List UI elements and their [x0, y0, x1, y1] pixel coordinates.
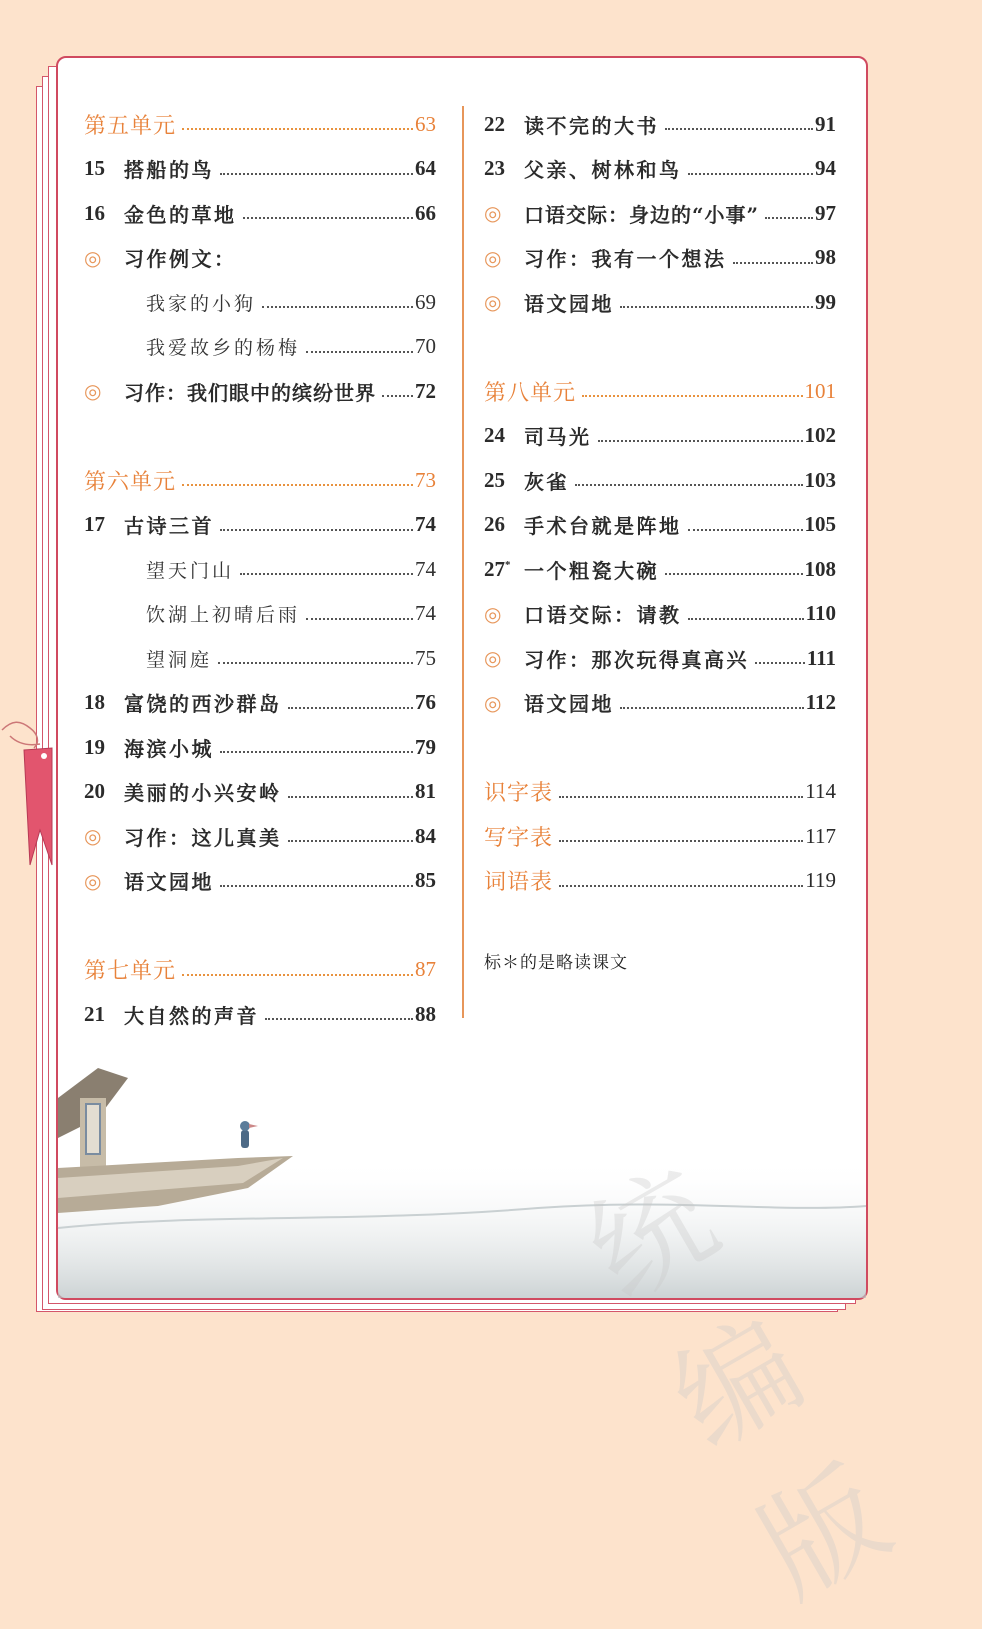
page-number: 119: [805, 868, 836, 893]
entry-title: 习作：那次玩得真高兴: [524, 647, 749, 672]
toc-lesson-21[interactable]: [84, 992, 436, 1037]
toc-lesson-17[interactable]: [84, 503, 436, 548]
lesson-title: 美丽的小兴安岭: [124, 781, 282, 806]
leader-dots: [288, 796, 414, 798]
section-title: 习作例文：: [124, 247, 237, 272]
edition-watermark: 统编版: [565, 1140, 920, 1624]
page-number: 70: [415, 334, 436, 359]
toc-garden-7[interactable]: [484, 280, 836, 325]
leader-dots: [665, 573, 803, 575]
toc-unit-6[interactable]: [84, 458, 436, 503]
toc-poem-1[interactable]: [84, 547, 436, 592]
circle-bullet-icon: ◎: [484, 690, 502, 715]
page-number: 75: [415, 645, 436, 670]
circle-bullet-icon: ◎: [484, 201, 502, 226]
lesson-title: 古诗三首: [124, 514, 214, 539]
page-number: 74: [415, 601, 436, 626]
toc-writing-7[interactable]: [484, 236, 836, 281]
leader-dots: [240, 573, 413, 575]
toc-lesson-18[interactable]: [84, 681, 436, 726]
entry-title: 望洞庭: [146, 648, 213, 671]
page-number: 76: [415, 690, 436, 715]
lesson-number: 19: [84, 734, 105, 759]
leader-dots: [382, 395, 413, 397]
leader-dots: [220, 751, 413, 753]
page-number: 81: [415, 779, 436, 804]
lesson-number: 26: [484, 512, 505, 537]
toc-unit-8[interactable]: [484, 369, 836, 414]
page-number: 79: [415, 734, 436, 759]
page-number: 88: [415, 1001, 436, 1026]
leader-dots: [575, 484, 803, 486]
leader-dots: [262, 306, 413, 308]
page-number: 99: [815, 289, 836, 314]
leader-dots: [243, 217, 414, 219]
page-number: 74: [415, 556, 436, 581]
leader-dots: [755, 662, 805, 664]
toc-unit-5[interactable]: [84, 102, 436, 147]
lesson-title: 父亲、树林和鸟: [524, 158, 682, 183]
entry-title: 语文园地: [524, 692, 614, 717]
toc-lesson-25[interactable]: [484, 458, 836, 503]
toc-writing-6[interactable]: [84, 814, 436, 859]
unit-title: 第六单元: [84, 469, 177, 495]
entry-title: 语文园地: [124, 870, 214, 895]
toc-example-2[interactable]: [84, 325, 436, 370]
leader-dots: [688, 618, 804, 620]
lesson-number: 27*: [484, 556, 511, 581]
toc-garden-6[interactable]: [84, 859, 436, 904]
page-number: 72: [415, 378, 436, 403]
leader-dots: [182, 128, 413, 130]
circle-bullet-icon: ◎: [484, 646, 502, 671]
entry-title: 我爱故乡的杨梅: [146, 337, 301, 360]
page-number: 117: [805, 823, 836, 848]
leader-dots: [765, 217, 813, 219]
lesson-title: 手术台就是阵地: [524, 514, 682, 539]
page-number: 94: [815, 156, 836, 181]
lesson-number: 17: [84, 512, 105, 537]
page-number: 101: [804, 378, 836, 403]
appendix-title: 词语表: [484, 870, 554, 896]
circle-bullet-icon: ◎: [84, 824, 102, 849]
circle-bullet-icon: ◎: [84, 379, 102, 404]
page-number: 114: [805, 779, 836, 804]
leader-dots: [559, 885, 803, 887]
page-number: 110: [805, 601, 836, 626]
toc-lesson-15[interactable]: [84, 147, 436, 192]
toc-example-1[interactable]: [84, 280, 436, 325]
page-number: 111: [806, 645, 836, 670]
circle-bullet-icon: ◎: [484, 290, 502, 315]
leader-dots: [220, 529, 413, 531]
toc-garden-8[interactable]: [484, 681, 836, 726]
entry-title: 望天门山: [146, 559, 235, 582]
appendix-title: 写字表: [484, 825, 554, 851]
circle-bullet-icon: ◎: [484, 245, 502, 270]
page-number: 64: [415, 156, 436, 181]
unit-title: 第五单元: [84, 113, 177, 139]
page-number: 66: [415, 200, 436, 225]
circle-bullet-icon: ◎: [84, 868, 102, 893]
leader-dots: [688, 529, 803, 531]
leader-dots: [620, 306, 813, 308]
toc-lesson-16[interactable]: [84, 191, 436, 236]
page-number: 73: [415, 467, 436, 492]
leader-dots: [182, 974, 413, 976]
toc-writing-8[interactable]: [484, 636, 836, 681]
leader-dots: [620, 707, 804, 709]
lesson-title: 司马光: [524, 425, 592, 450]
page-number: 91: [815, 111, 836, 136]
toc-char-recognition-table[interactable]: [484, 770, 836, 815]
entry-title: 口语交际：请教: [524, 603, 682, 628]
toc-left-column: [84, 102, 436, 1037]
lesson-title: 读不完的大书: [524, 113, 659, 138]
page-number: 108: [804, 556, 836, 581]
page-number: 105: [804, 512, 836, 537]
toc-unit-7[interactable]: [84, 948, 436, 993]
toc-oral-7[interactable]: [484, 191, 836, 236]
leader-dots: [218, 662, 413, 664]
toc-right-column: [484, 102, 836, 903]
unit-title: 第八单元: [484, 380, 577, 406]
skim-reading-star: *: [505, 558, 511, 571]
lesson-number: 24: [484, 423, 505, 448]
page-number: 87: [415, 957, 436, 982]
leader-dots: [688, 173, 814, 175]
page-number: 69: [415, 289, 436, 314]
leader-dots: [182, 484, 413, 486]
page-number: 102: [804, 423, 836, 448]
toc-lesson-27[interactable]: [484, 547, 836, 592]
entry-title: 饮湖上初晴后雨: [146, 604, 301, 627]
lesson-number: 16: [84, 200, 105, 225]
leader-dots: [265, 1018, 413, 1020]
lesson-title: 金色的草地: [124, 202, 237, 227]
appendix-title: 识字表: [484, 781, 554, 807]
entry-title: 我家的小狗: [146, 292, 257, 315]
lesson-number: 15: [84, 156, 105, 181]
page-number: 85: [415, 868, 436, 893]
entry-title: 习作：这儿真美: [124, 825, 282, 850]
lesson-number: 21: [84, 1001, 105, 1026]
page-number: 84: [415, 823, 436, 848]
lesson-title: 灰雀: [524, 469, 569, 494]
toc-vocabulary-table[interactable]: [484, 859, 836, 904]
lesson-title: 搭船的鸟: [124, 158, 214, 183]
leader-dots: [665, 128, 813, 130]
leader-dots: [220, 173, 413, 175]
leader-dots: [306, 618, 413, 620]
toc-page: [56, 56, 920, 1624]
toc-poem-3[interactable]: [84, 636, 436, 681]
circle-bullet-icon: ◎: [84, 245, 102, 270]
page-number: 63: [415, 111, 436, 136]
toc-char-writing-table[interactable]: [484, 814, 836, 859]
toc-poem-2[interactable]: [84, 592, 436, 637]
toc-oral-8[interactable]: [484, 592, 836, 637]
toc-lesson-26[interactable]: [484, 503, 836, 548]
entry-title: 习作：我们眼中的缤纷世界: [124, 380, 376, 405]
lesson-number: 20: [84, 779, 105, 804]
unit-title: 第七单元: [84, 959, 177, 985]
lesson-title: 一个粗瓷大碗: [524, 558, 659, 583]
toc-lesson-19[interactable]: [84, 725, 436, 770]
entry-title: 习作：我有一个想法: [524, 247, 727, 272]
page-number: 112: [805, 690, 836, 715]
toc-lesson-22[interactable]: [484, 102, 836, 147]
leader-dots: [598, 440, 803, 442]
leader-dots: [733, 262, 814, 264]
lesson-title: 大自然的声音: [124, 1003, 259, 1028]
leader-dots: [220, 885, 413, 887]
footnote: 标＊的是略读课文: [484, 953, 628, 973]
entry-title: 语文园地: [524, 291, 614, 316]
leader-dots: [306, 351, 413, 353]
leader-dots: [559, 796, 803, 798]
lesson-title: 富饶的西沙群岛: [124, 692, 282, 717]
leader-dots: [288, 840, 414, 842]
page-number: 74: [415, 512, 436, 537]
lesson-number: 25: [484, 467, 505, 492]
toc-exercise-heading: [84, 236, 436, 281]
toc-lesson-20[interactable]: [84, 770, 436, 815]
lesson-number: 23: [484, 156, 505, 181]
toc-lesson-24[interactable]: [484, 414, 836, 459]
toc-lesson-23[interactable]: [484, 147, 836, 192]
page-number: 97: [815, 200, 836, 225]
lesson-title: 海滨小城: [124, 736, 214, 761]
toc-writing-5[interactable]: [84, 369, 436, 414]
circle-bullet-icon: ◎: [484, 601, 502, 626]
leader-dots: [559, 840, 803, 842]
page-number: 98: [815, 245, 836, 270]
column-divider: [462, 106, 464, 1018]
lesson-number: 18: [84, 690, 105, 715]
leader-dots: [582, 395, 802, 397]
entry-title: 口语交际：身边的“小事”: [524, 202, 760, 227]
lesson-number: 22: [484, 111, 505, 136]
page-number: 103: [804, 467, 836, 492]
leader-dots: [288, 707, 414, 709]
